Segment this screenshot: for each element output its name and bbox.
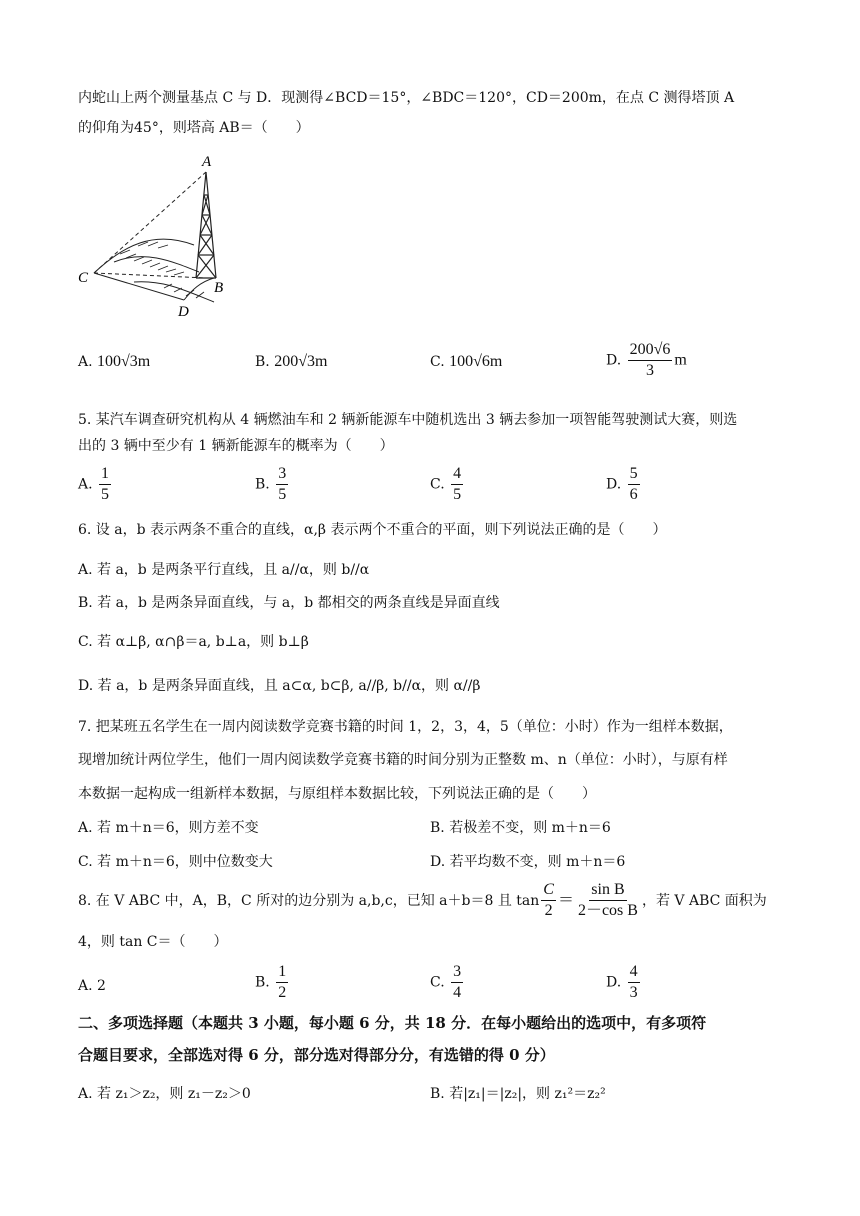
fraction-denominator: 5 (453, 486, 462, 503)
option-letter: D. (606, 974, 622, 991)
option-text: 100√6m (449, 353, 503, 370)
option-letter: B. (255, 974, 270, 991)
q5-option-c[interactable] (430, 464, 465, 505)
q9-option-a[interactable]: A. 若 z₁＞z₂，则 z₁－z₂＞0 (78, 1086, 251, 1102)
q8-stem-line1 (78, 880, 767, 921)
option-text: 2 (97, 978, 106, 994)
q5-stem-line1: 5. 某汽车调查研究机构从 4 辆燃油车和 2 辆新能源车中随机选出 3 辆去参加一项智能驾驶测试大赛，则选 (78, 412, 738, 428)
option-letter: B. (255, 354, 270, 370)
option-fraction (628, 962, 640, 1003)
fraction-denominator: 2－cos B (577, 902, 638, 919)
option-unit: m (674, 351, 687, 369)
q8-stem-part2: ，若 V ABC 面积为 (641, 892, 767, 909)
q6-stem: 6. 设 a，b 表示两条不重合的直线，α,β 表示两个不重合的平面，则下列说法正确的是（ ） (78, 522, 667, 538)
q7-stem-line2: 现增加统计两位学生，他们一周内阅读数学竞赛书籍的时间分别为正整数 m、n（单位：小时），与原有样 (78, 752, 728, 768)
q4-option-a[interactable] (78, 352, 150, 372)
option-letter: C. (430, 974, 445, 991)
q6-option-a[interactable]: A. 若 a，b 是两条平行直线，且 a//α，则 b//α (78, 562, 370, 578)
q7-option-b[interactable]: B. 若极差不变，则 m＋n＝6 (430, 820, 611, 836)
q7-option-d[interactable]: D. 若平均数不变，则 m＋n＝6 (430, 854, 626, 870)
fraction-denominator: 5 (278, 486, 287, 503)
option-fraction (628, 464, 640, 505)
section2-header-line1: 二、多项选择题（本题共 3 小题，每小题 6 分，共 18 分．在每小题给出的选项中，有多项符 (78, 1014, 707, 1032)
option-letter: C. (430, 476, 445, 493)
figure-label-d: D (178, 304, 189, 320)
option-letter: D. (606, 352, 622, 369)
q8-option-c[interactable] (430, 962, 465, 1003)
option-fraction (276, 464, 288, 505)
fraction-denominator: 4 (453, 984, 462, 1001)
option-letter: A. (78, 354, 93, 370)
q7-stem-line3: 本数据一起构成一组新样本数据，与原组样本数据比较，下列说法正确的是（ ） (78, 786, 596, 802)
q4-option-b[interactable] (255, 352, 327, 372)
option-fraction (628, 340, 673, 381)
option-fraction (451, 962, 463, 1003)
q8-option-b[interactable] (255, 962, 290, 1003)
fraction-numerator: C (541, 880, 556, 901)
option-text: 200√3m (274, 353, 328, 370)
q5-option-d[interactable] (606, 464, 642, 505)
q6-option-d[interactable]: D. 若 a，b 是两条异面直线，且 a⊂α, b⊂β, a//β, b//α，则 α//β (78, 678, 481, 694)
option-letter: D. (606, 476, 622, 493)
q4-stem-line1: 内蛇山上两个测量基点 C 与 D．现测得∠BCD＝15°，∠BDC＝120°，CD＝200m，在点 C 测得塔顶 A (78, 90, 735, 106)
fraction-numerator: 3 (451, 962, 463, 983)
q6-option-c[interactable]: C. 若 α⊥β, α∩β＝a, b⊥a，则 b⊥β (78, 634, 309, 650)
option-letter: B. (255, 476, 270, 493)
q8-stem-part1: 8. 在 V ABC 中，A，B，C 所对的边分别为 a,b,c，已知 a＋b＝8 且 tan (78, 892, 540, 909)
figure-label-b: B (214, 280, 224, 296)
q8-option-d[interactable] (606, 962, 642, 1003)
fraction-numerator: 4 (451, 464, 463, 485)
option-text: 100√3m (97, 353, 151, 370)
section2-header-line2: 合题目要求，全部选对得 6 分，部分选对得部分分，有选错的得 0 分） (78, 1046, 555, 1064)
q8-fraction-sinb (576, 880, 640, 921)
fraction-numerator: 3 (276, 464, 288, 485)
option-fraction (99, 464, 111, 505)
fraction-denominator: 6 (629, 486, 638, 503)
q6-option-b[interactable]: B. 若 a，b 是两条异面直线，与 a，b 都相交的两条直线是异面直线 (78, 595, 500, 611)
equals-sign: ＝ (557, 891, 574, 909)
figure-label-a: A (202, 154, 212, 170)
fraction-denominator: 5 (101, 486, 110, 503)
fraction-numerator: 5 (628, 464, 640, 485)
fraction-numerator: 200√6 (628, 340, 673, 361)
fraction-numerator: sin B (589, 880, 626, 901)
fraction-numerator: 1 (276, 962, 288, 983)
option-letter: C. (430, 354, 445, 370)
option-letter: A. (78, 978, 93, 994)
q4-option-c[interactable] (430, 352, 502, 372)
q7-stem-line1: 7. 把某班五名学生在一周内阅读数学竞赛书籍的时间 1，2，3，4，5（单位：小时）作为一组样本数据， (78, 719, 733, 735)
q4-option-d[interactable] (606, 340, 687, 381)
q7-option-c[interactable]: C. 若 m＋n＝6，则中位数变大 (78, 854, 273, 870)
q8-stem-line2: 4，则 tan C＝（ ） (78, 934, 228, 950)
q4-stem-line2: 的仰角为45°，则塔高 AB＝（ ） (78, 120, 310, 136)
q9-option-b[interactable]: B. 若|z₁|＝|z₂|，则 z₁²＝z₂² (430, 1086, 606, 1102)
q5-stem-line2: 出的 3 辆中至少有 1 辆新能源车的概率为（ ） (78, 438, 394, 454)
option-letter: A. (78, 476, 93, 493)
q5-option-b[interactable] (255, 464, 290, 505)
tower-figure (74, 150, 244, 320)
fraction-denominator: 2 (544, 902, 553, 919)
q7-option-a[interactable]: A. 若 m＋n＝6，则方差不变 (78, 820, 259, 836)
option-fraction (276, 962, 288, 1003)
fraction-numerator: 4 (628, 962, 640, 983)
fraction-denominator: 2 (278, 984, 287, 1001)
q8-option-a[interactable] (78, 976, 106, 996)
q5-option-a[interactable] (78, 464, 113, 505)
fraction-denominator: 3 (646, 362, 655, 379)
option-fraction (451, 464, 463, 505)
fraction-numerator: 1 (99, 464, 111, 485)
q8-fraction-c-over-2 (541, 880, 556, 921)
fraction-denominator: 3 (629, 984, 638, 1001)
figure-label-c: C (78, 270, 89, 286)
